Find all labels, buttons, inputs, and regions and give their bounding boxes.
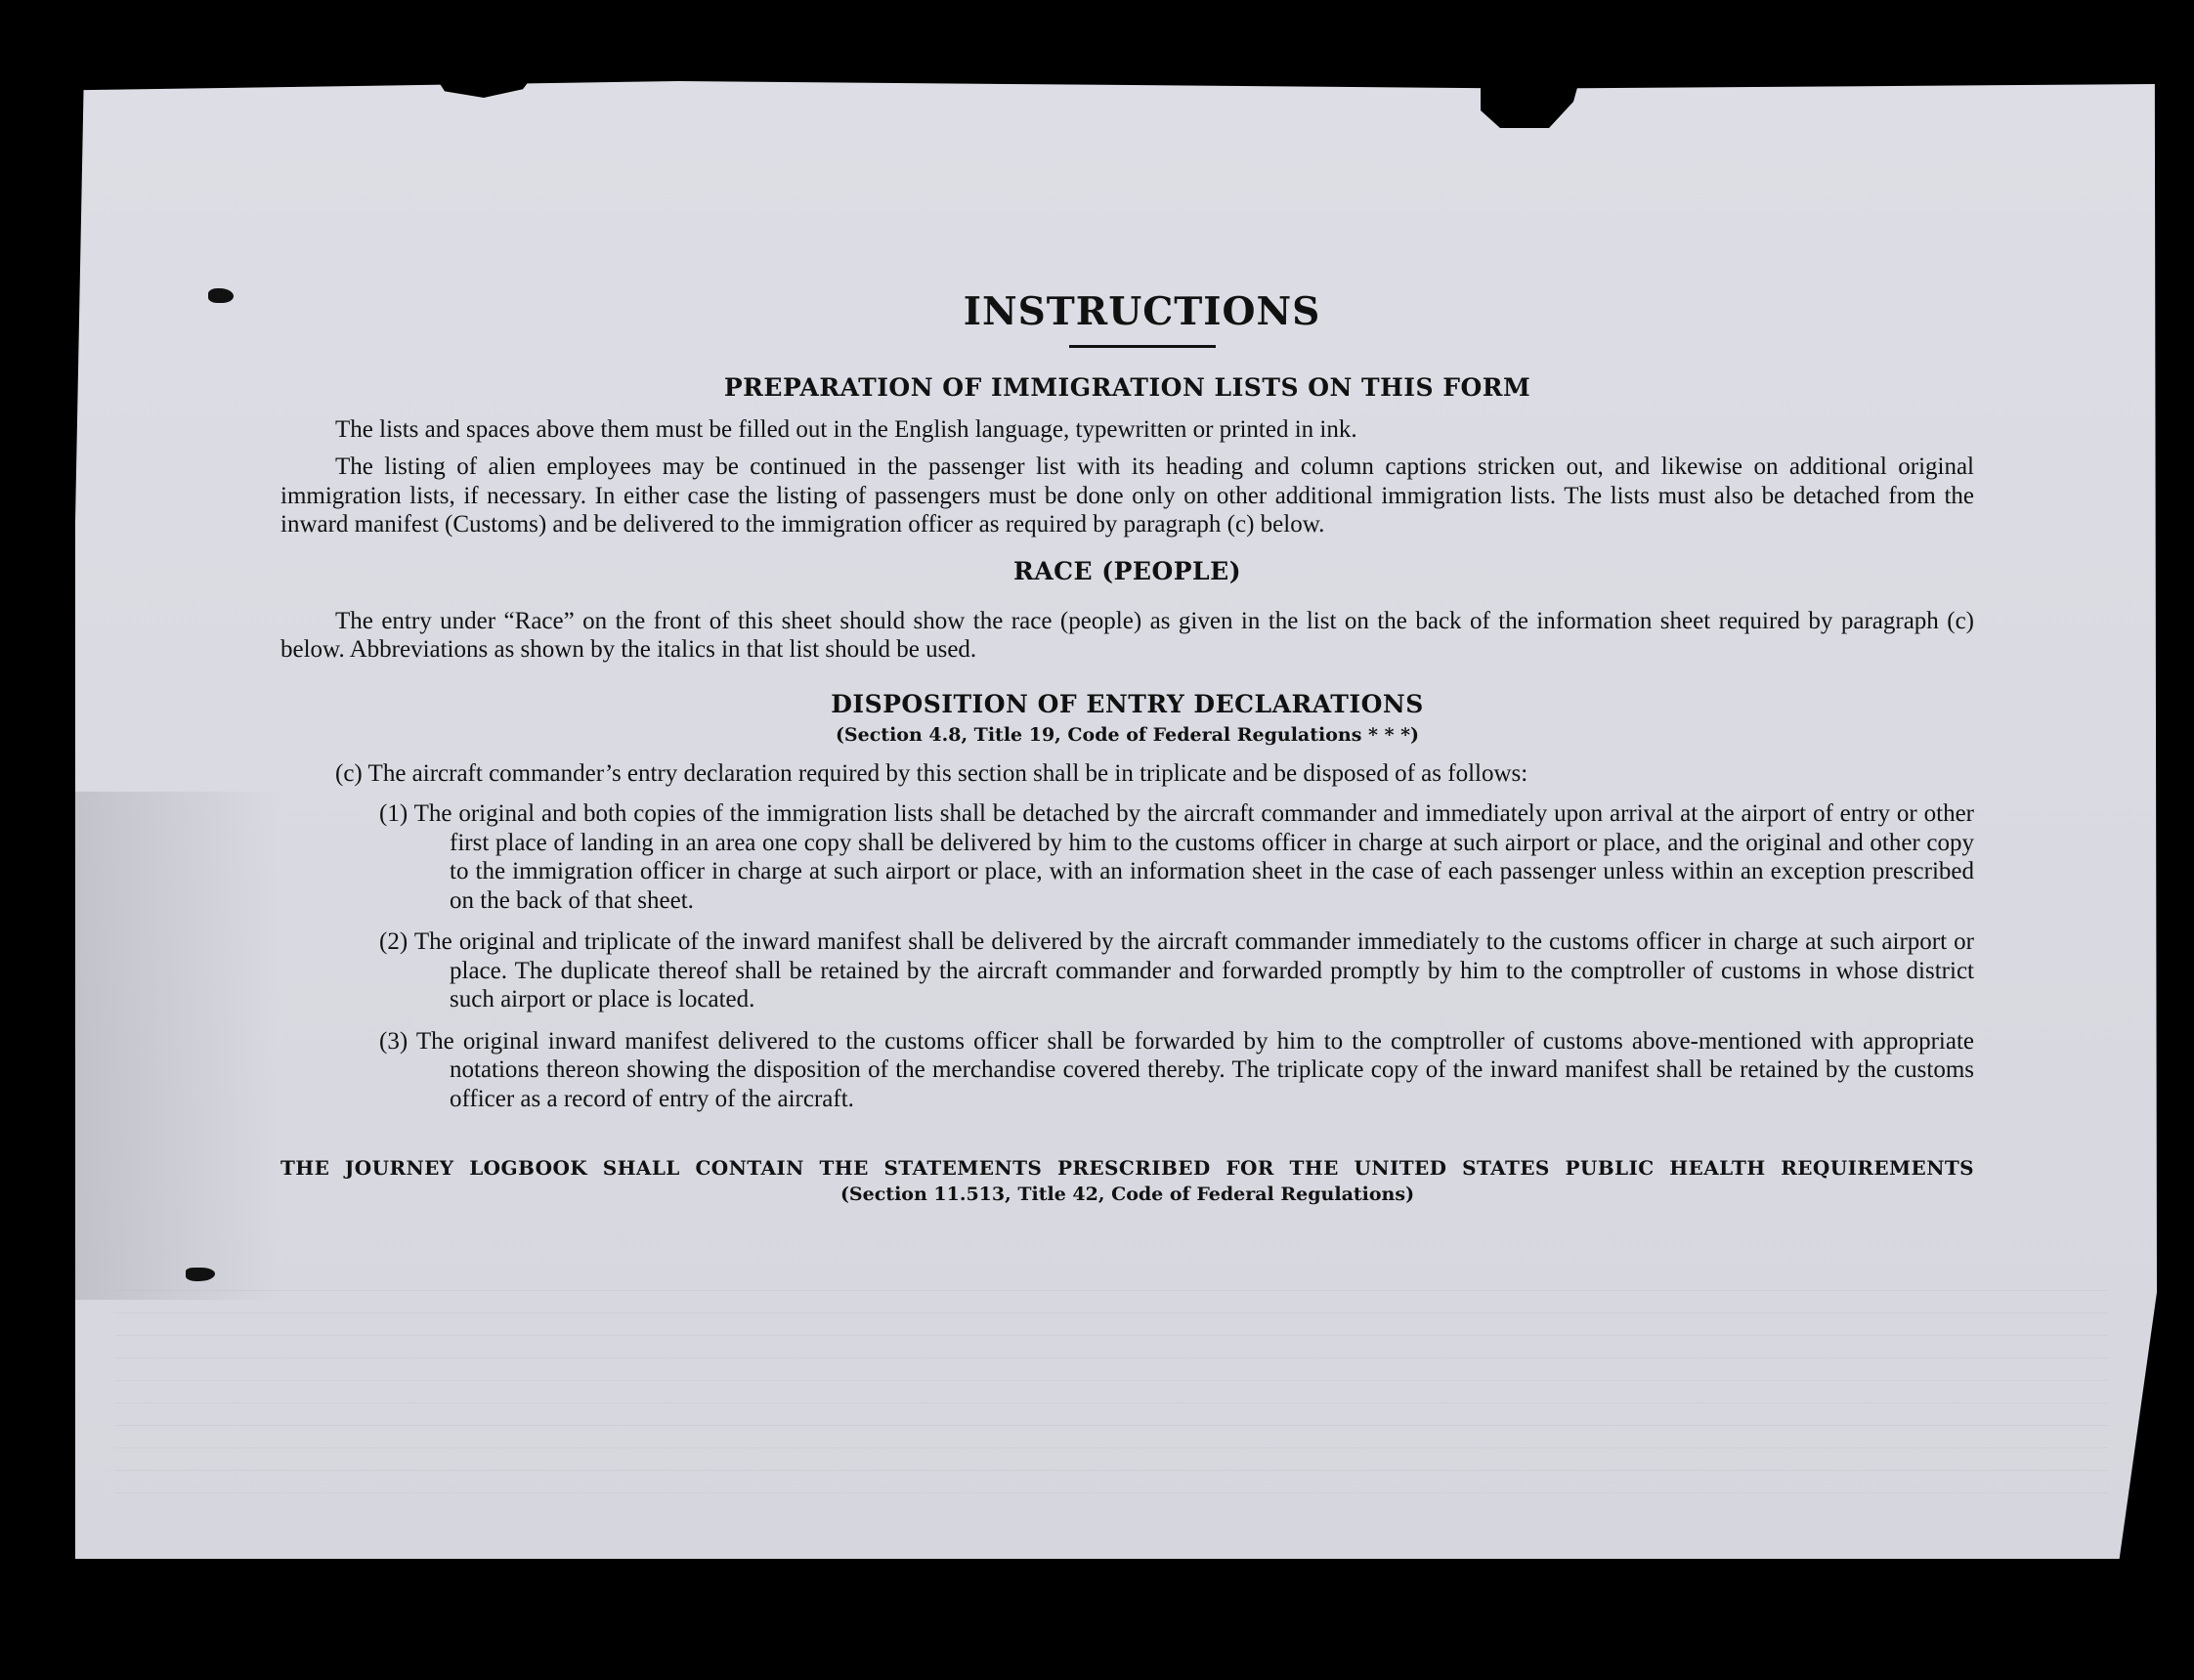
paragraph-intro: (c) The aircraft commander’s entry declaration required by this section shall be in triplicate and be disposed of as follows: — [335, 759, 1528, 787]
list-item: (2) The original and triplicate of the inward manifest shall be delivered by the aircraft commander immediately to the customs officer in charge at such airport or place. The duplicate thereof shall be retained by the aircraft commander and forwarded promptly by him to the comptroller of customs in whose district such airport or place is located. — [379, 928, 1974, 1013]
title-underline — [1069, 345, 1216, 348]
footer-reference: (Section 11.513, Title 42, Code of Federal Regulations) — [839, 1184, 1415, 1206]
section-subheading-disposition: (Section 4.8, Title 19, Code of Federal Regulations * * *) — [835, 723, 1420, 746]
section-heading-disposition: DISPOSITION OF ENTRY DECLARATIONS — [831, 689, 1424, 718]
footer-statement: THE JOURNEY LOGBOOK SHALL CONTAIN THE STATEMENTS PRESCRIBED FOR THE UNITED STATES PUBLIC HEALTH REQUIREMENTS — [280, 1156, 1974, 1181]
paragraph: The lists and spaces above them must be filled out in the English language, typewritten or printed in ink. — [335, 415, 1357, 443]
section-heading-preparation: PREPARATION OF IMMIGRATION LISTS ON THIS FORM — [723, 372, 1531, 402]
instructions-content — [280, 291, 1974, 1205]
list-item: (1) The original and both copies of the immigration lists shall be detached by the aircraft commander and immediately upon arrival at the airport of entry or other first place of landing in an area one copy shall be delivered by him to the customs officer in charge at such airport or place, and the original and other copy to the immigration officer in charge at such airport or place, with an information sheet in the case of each passenger unless within an exception prescribed on the back of that sheet. — [379, 800, 1974, 914]
paragraph: The entry under “Race” on the front of this sheet should show the race (people) as given in the list on the back of the information sheet required by paragraph (c) below. Abbreviations as shown by the italics in that list should be used. — [280, 607, 1974, 664]
section-heading-race: RACE (PEOPLE) — [1012, 556, 1242, 585]
punch-hole-mark — [208, 288, 234, 303]
paragraph: The listing of alien employees may be continued in the passenger list with its heading and column captions stricken out, and likewise on additional original immigration lists, if necessary. In either case the listing of passengers must be done only on other additional immigration lists. The lists must also be detached from the inward manifest (Customs) and be delivered to the immigration officer as required by paragraph (c) below. — [280, 453, 1974, 538]
scan-shading — [75, 792, 280, 1300]
page-title: INSTRUCTIONS — [963, 289, 1321, 334]
list-item: (3) The original inward manifest delivered to the customs officer shall be forwarded by him to the comptroller of customs above-mentioned with appropriate notations thereon showing the disposition of the merchandise covered thereby. The triplicate copy of the inward manifest shall be retained by the customs officer as a record of entry of the aircraft. — [379, 1027, 1974, 1112]
